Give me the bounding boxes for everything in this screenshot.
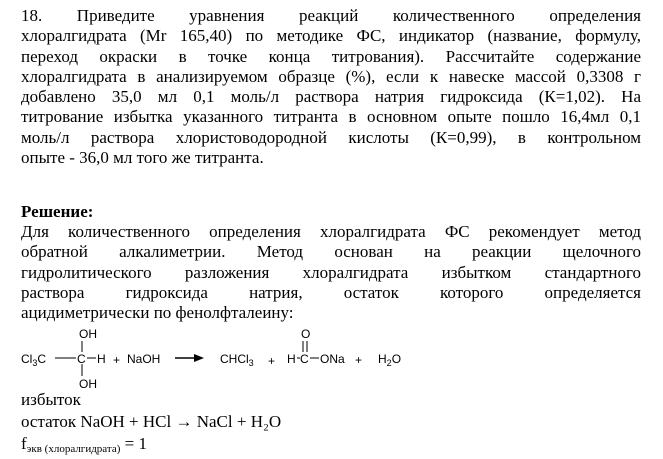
problem-line: хлоралгидрата в анализируемом образце (%), если к навеске массой 0,3308 г [21,66,641,86]
oh-bottom: OH [79,377,97,391]
problem-line: хлоралгидрата (Mr 165,40) по методике ФС, индикатор (название, формулу, [21,26,641,46]
solution-line: обратной алкалиметрии. Метод основан на реакции щелочного [21,242,641,262]
excess-label: избыток [21,390,81,409]
plus-sign: + [268,354,276,368]
problem-line: опыте - 36,0 мл того же титранта. [21,148,264,168]
problem-line: моль/л раствора хлористоводородной кислоты (К=0,99), в контрольном [21,127,641,147]
solution-heading: Решение: [21,202,94,221]
chloroform: CHCl$_3$ [220,352,254,368]
formate-oxygen: O [301,327,311,341]
arrow-head [194,354,204,362]
solution-line: ацидиметрически по фенолфталеину: [21,303,294,323]
formate-carbon: C [300,352,309,366]
formate-hydrogen: H [287,352,296,366]
hydrolysis-equation [0,326,663,392]
solution-line: гидролитического разложения хлоралгидрата избытком стандартного [21,262,641,282]
plus-sign: + [355,353,363,367]
problem-line: титрование избытка указанного титранта в основном опыте пошло 16,4мл 0,1 [21,107,641,127]
solution-line: раствора гидроксида натрия, остаток которого определяется [21,282,641,302]
back-titration-equation: остаток NaOH + HCl → NaCl + H₂O [21,412,282,431]
cl3c-group: $Cl_3C$ [21,352,47,368]
problem-line: 18. Приведите уравнения реакций количественного определения [21,6,641,25]
equivalence-factor: $f_{экв (хлоралгидрата)} = 1$ [21,434,147,455]
hydrogen: H [97,352,106,366]
solution-line: Для количественного определения хлоралгидрата ФС рекомендует метод [21,222,641,241]
solution-text [21,222,641,323]
central-carbon: C [77,352,86,366]
oh-top: OH [79,327,97,341]
problem-line: переход окраски в точке конца титрования). Рассчитайте содержание [21,46,641,66]
water: $H_2O$ [378,352,402,368]
formate-ona: ONa [320,352,345,366]
plus-sign: + [113,353,121,367]
problem-statement [21,6,641,168]
naoh: NaOH [127,352,161,366]
problem-line: добавлено 35,0 мл 0,1 моль/л раствора натрия гидроксида (К=1,02). На [21,87,641,107]
